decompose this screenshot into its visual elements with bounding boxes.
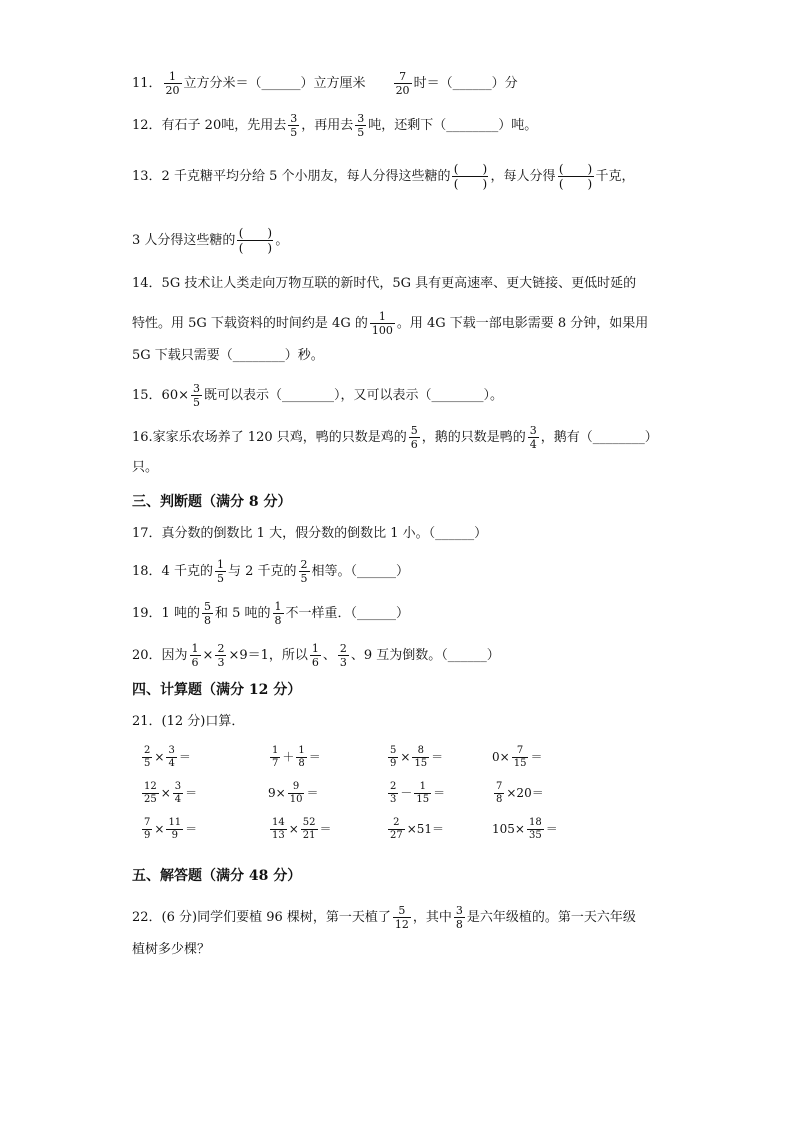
question-13: 13．2 千克糖平均分给 5 个小朋友，每人分得这些糖的 $\frac{( )}{( )}$ ，每人分得 $\frac{( )}{( )}$ 千克， (132, 162, 635, 191)
question-20: 20．因为 $\frac{1}{6}$ × $\frac{2}{3}$ ×9＝1，所以 $\frac{1}{6}$ 、 $\frac{2}{3}$ 、9 互为倒数。（______） (132, 642, 500, 669)
fraction: $\frac{7}{15}$ (513, 745, 527, 769)
calc-item: $\frac{5}{9}$ × $\frac{8}{15}$ ＝ (390, 745, 444, 769)
fraction: $\frac{5}{9}$ (390, 745, 397, 769)
section-heading-judgement: 三、判断题（满分 8 分） (132, 494, 292, 510)
calc-item: $\frac{7}{8}$ ×20＝ (496, 781, 544, 805)
calc-item: $\frac{12}{25}$ × $\frac{3}{4}$ ＝ (144, 781, 198, 805)
fraction: $\frac{11}{9}$ (168, 817, 182, 841)
question-22: 22．(6 分)同学们要植 96 棵树，第一天植了 $\frac{5}{12}$ ，其中 $\frac{3}{8}$ 是六年级植的。第一天六年级 (132, 904, 636, 931)
question-15: 15．60× $\frac{3}{5}$ 既可以表示（________），又可以表示（________）。 (132, 382, 503, 409)
fraction: $\frac{7}{20}$ (395, 70, 410, 97)
fraction: $\frac{3}{8}$ (455, 904, 463, 931)
fraction: $\frac{9}{10}$ (289, 781, 303, 805)
question-16: 16.家家乐农场养了 120 只鸡，鸭的只数是鸡的 $\frac{5}{6}$ ，鹅的只数是鸭的 $\frac{3}{4}$ ，鹅有（________） (132, 424, 658, 451)
fraction: $\frac{7}{9}$ (144, 817, 151, 841)
fraction: $\frac{7}{8}$ (496, 781, 503, 805)
calc-item: $\frac{2}{3}$ － $\frac{1}{15}$ ＝ (390, 781, 446, 805)
calc-row (140, 814, 590, 850)
fraction: $\frac{2}{5}$ (300, 558, 308, 585)
fraction: $\frac{1}{100}$ (371, 310, 393, 337)
question-18: 18．4 千克的 $\frac{1}{5}$ 与 2 千克的 $\frac{2}{5}$ 相等。（______） (132, 558, 410, 585)
fraction: $\frac{1}{6}$ (311, 642, 319, 669)
question-22-cont: 植树多少棵？ (132, 942, 211, 957)
calc-item: $\frac{7}{9}$ × $\frac{11}{9}$ ＝ (144, 817, 198, 841)
fraction: $\frac{3}{4}$ (174, 781, 182, 805)
fraction: $\frac{14}{13}$ (272, 817, 285, 841)
section-heading-solve: 五、解答题（满分 48 分） (132, 868, 302, 884)
question-12: 12．有石子 20吨，先用去 $\frac{3}{5}$ ，再用去 $\frac{3}{5}$ 吨，还剩下（________）吨。 (132, 112, 538, 139)
calc-item: $\frac{2}{5}$ × $\frac{3}{4}$ ＝ (144, 745, 191, 769)
fraction: $\frac{2}{27}$ (390, 817, 403, 841)
fraction: $\frac{1}{6}$ (191, 642, 199, 669)
question-16-cont: 只。 (132, 460, 159, 475)
calc-row (140, 742, 590, 778)
calc-item: 9× $\frac{9}{10}$ ＝ (268, 781, 319, 805)
fraction: $\frac{1}{7}$ (272, 745, 279, 769)
question-14-line3: 5G 下载只需要（________）秒。 (132, 348, 324, 363)
answer-blank-fraction[interactable]: $\frac{( )}{( )}$ (238, 226, 273, 255)
fraction: $\frac{2}{3}$ (217, 642, 225, 669)
fraction: $\frac{2}{3}$ (339, 642, 347, 669)
question-13-cont: 3 人分得这些糖的 $\frac{( )}{( )}$ 。 (132, 226, 289, 255)
fraction: $\frac{3}{4}$ (529, 424, 537, 451)
fraction: $\frac{3}{5}$ (357, 112, 365, 139)
question-14-line2: 特性。用 5G 下载资料的时间约是 4G 的 $\frac{1}{100}$ 。用 4G 下载一部电影需要 8 分钟，如果用 (132, 310, 649, 337)
fraction: $\frac{1}{20}$ (165, 70, 180, 97)
answer-blank-fraction[interactable]: $\frac{( )}{( )}$ (558, 162, 593, 191)
calc-item: $\frac{14}{13}$ × $\frac{52}{21}$ ＝ (272, 817, 332, 841)
question-19: 19．1 吨的 $\frac{5}{8}$ 和 5 吨的 $\frac{1}{8}$ 不一样重．（______） (132, 600, 410, 627)
answer-blank-fraction[interactable]: $\frac{( )}{( )}$ (453, 162, 488, 191)
fraction: $\frac{52}{21}$ (302, 817, 316, 841)
section-heading-calculation: 四、计算题（满分 12 分） (132, 682, 302, 698)
fraction: $\frac{8}{15}$ (414, 745, 428, 769)
fraction: $\frac{1}{5}$ (216, 558, 224, 585)
fraction: $\frac{3}{4}$ (168, 745, 175, 769)
question-14: 14．5G 技术让人类走向万物互联的新时代，5G 具有更高速率、更大链接、更低时延的 (132, 276, 637, 291)
fraction: $\frac{1}{8}$ (274, 600, 282, 627)
fraction: $\frac{5}{8}$ (203, 600, 211, 627)
fraction: $\frac{2}{3}$ (390, 781, 397, 805)
question-11: 11． $\frac{1}{20}$ 立方分米＝（______）立方厘米 $\frac{7}{20}$ 时＝（______）分 (132, 70, 518, 97)
calc-item: $\frac{1}{7}$ ＋ $\frac{1}{8}$ ＝ (272, 745, 321, 769)
mental-math-grid (140, 742, 590, 850)
fraction: $\frac{1}{8}$ (298, 745, 305, 769)
fraction: $\frac{5}{12}$ (394, 904, 409, 931)
fraction: $\frac{18}{35}$ (528, 817, 542, 841)
fraction: $\frac{3}{5}$ (290, 112, 298, 139)
fraction: $\frac{12}{25}$ (144, 781, 157, 805)
question-21: 21．(12 分)口算． (132, 714, 245, 729)
calc-row (140, 778, 590, 814)
fraction: $\frac{1}{15}$ (416, 781, 430, 805)
calc-item: $\frac{2}{27}$ ×51＝ (390, 817, 445, 841)
fraction: $\frac{5}{6}$ (410, 424, 418, 451)
question-17: 17．真分数的倒数比 1 大，假分数的倒数比 1 小。（______） (132, 526, 488, 541)
question-number: 11． (132, 76, 162, 91)
calc-item: 0× $\frac{7}{15}$ ＝ (492, 745, 543, 769)
fraction: $\frac{3}{5}$ (192, 382, 200, 409)
calc-item: 105× $\frac{18}{35}$ ＝ (492, 817, 558, 841)
fraction: $\frac{2}{5}$ (144, 745, 151, 769)
